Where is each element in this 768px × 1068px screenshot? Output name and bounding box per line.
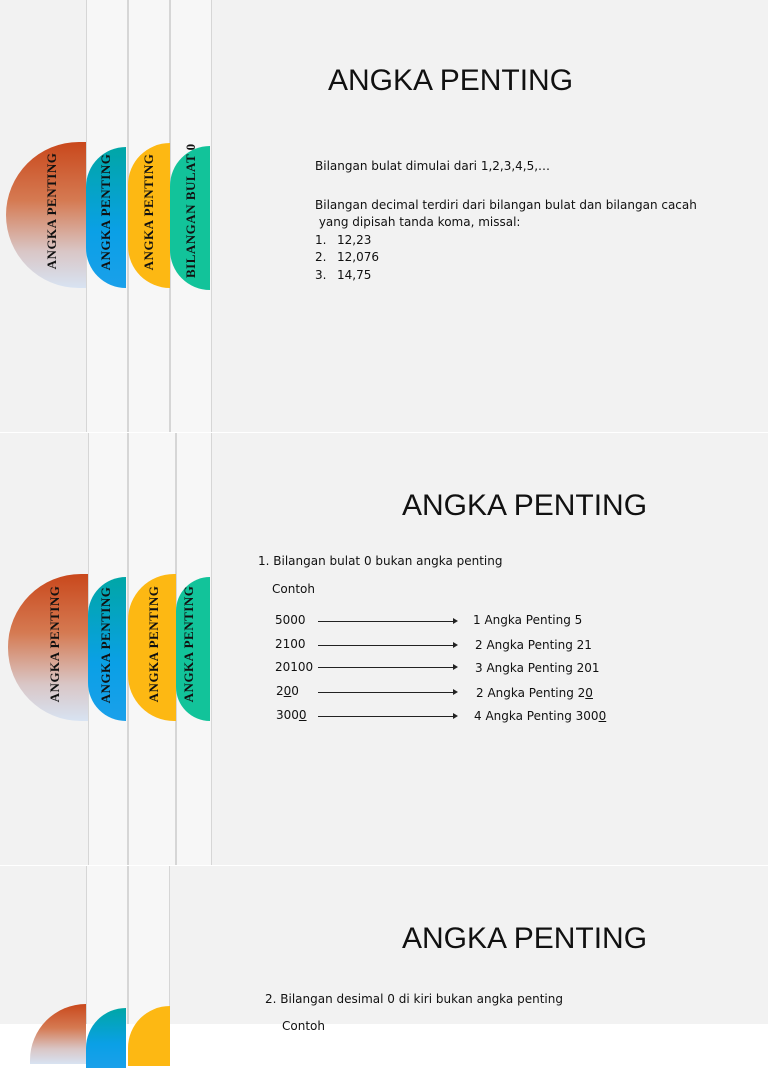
tab-label: ANGKA PENTING (98, 586, 113, 704)
arrow (318, 692, 454, 693)
body-line: Bilangan bulat dimulai dari 1,2,3,4,5,… (315, 159, 551, 173)
section-tab-main[interactable] (30, 1004, 86, 1064)
arrow (318, 716, 454, 717)
section-heading: 2. Bilangan desimal 0 di kiri bukan angka penting (265, 992, 563, 1006)
example-number: 3000 (276, 708, 307, 722)
list-value: 14,75 (337, 268, 372, 282)
slide-3 (0, 866, 768, 1033)
example-number: 2100 (275, 637, 306, 651)
example-number: 20100 (275, 660, 314, 674)
slide-title: ANGKA PENTING (402, 489, 648, 522)
example-result: 1 Angka Penting 5 (473, 613, 583, 627)
tab-label: ANGKA PENTING (141, 153, 156, 271)
list-number: 3. (315, 268, 327, 282)
slide-title: ANGKA PENTING (402, 922, 648, 955)
list-value: 12,23 (337, 233, 372, 247)
tab-label: ANGKA PENTING (44, 152, 59, 270)
list-number: 1. (315, 233, 327, 247)
slide-1 (0, 0, 768, 432)
tab-label: ANGKA PENTING (47, 585, 62, 703)
example-result: 2 Angka Penting 21 (475, 638, 592, 652)
example-number: 200 (276, 684, 299, 698)
body-line: Bilangan decimal terdiri dari bilangan bulat dan bilangan cacah (315, 198, 697, 212)
tab-label: BILANGAN BULAT 0 (183, 143, 198, 278)
list-number: 2. (315, 250, 327, 264)
example-result: 2 Angka Penting 20 (476, 686, 593, 700)
example-result: 3 Angka Penting 201 (475, 661, 600, 675)
example-label: Contoh (282, 1019, 325, 1033)
arrow (318, 667, 454, 668)
list-value: 12,076 (337, 250, 379, 264)
tab-label: ANGKA PENTING (146, 585, 161, 703)
tab-label: ANGKA PENTING (181, 585, 196, 703)
slide-2 (0, 433, 768, 865)
arrow (318, 645, 454, 646)
tab-panel (86, 866, 128, 1024)
section-heading: 1. Bilangan bulat 0 bukan angka penting (258, 554, 503, 568)
example-result: 4 Angka Penting 3000 (474, 709, 607, 723)
arrow (318, 621, 454, 622)
tab-label: ANGKA PENTING (98, 153, 113, 271)
tab-panel (128, 866, 170, 1024)
body-line: yang dipisah tanda koma, missal: (315, 215, 521, 229)
slide-title: ANGKA PENTING (328, 64, 574, 97)
example-label: Contoh (272, 582, 315, 596)
example-number: 5000 (275, 613, 306, 627)
